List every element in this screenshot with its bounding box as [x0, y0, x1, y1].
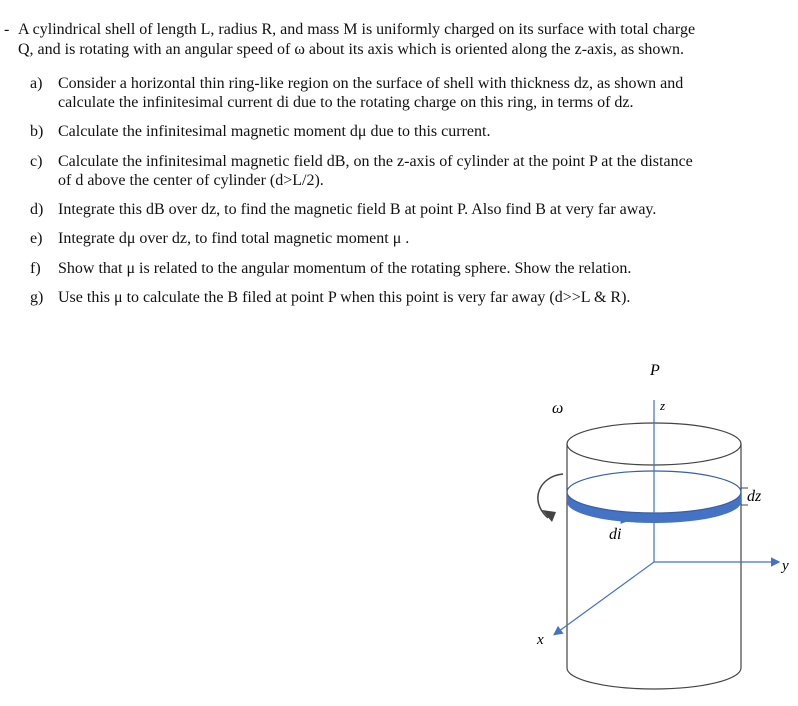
point-p-label: P: [650, 362, 660, 379]
dz-label: dz: [747, 488, 762, 505]
question-label: g): [30, 289, 44, 306]
question-label: b): [30, 123, 44, 140]
omega-label: ω: [552, 400, 564, 417]
intro-bullet: -: [4, 21, 10, 38]
y-axis-label: y: [782, 558, 789, 574]
question-label: d): [30, 201, 44, 218]
question-label: f): [30, 260, 41, 277]
x-axis-label: x: [537, 632, 544, 648]
question-text-line: Integrate this dB over dz, to find the magnetic field B at point P. Also find B at very far away.: [58, 201, 657, 218]
question-text-line: calculate the infinitesimal current di due to the rotating charge on this ring, in terms of dz.: [58, 94, 634, 111]
question-text-line: Calculate the infinitesimal magnetic field dB, on the z-axis of cylinder at the point P at the distance: [58, 153, 693, 170]
intro-line-1: A cylindrical shell of length L, radius R, and mass M is uniformly charged on its surface with total charge: [18, 21, 696, 38]
question-text-line: Calculate the infinitesimal magnetic moment dμ due to this current.: [58, 123, 491, 140]
question-text-line: Consider a horizontal thin ring-like region on the surface of shell with thickness dz, as shown and: [58, 75, 684, 92]
question-label: a): [30, 75, 43, 92]
question-label: c): [30, 153, 43, 170]
intro-line-2: Q, and is rotating with an angular speed of ω about its axis which is oriented along the z-axis, as shown.: [18, 41, 684, 58]
rotation-arrowhead-icon: [542, 510, 556, 522]
question-text-line: Show that μ is related to the angular momentum of the rotating sphere. Show the relation.: [58, 260, 632, 277]
question-text-line: Integrate dμ over dz, to find total magnetic moment μ .: [58, 230, 410, 247]
question-text-line: of d above the center of cylinder (d>L/2).: [58, 172, 324, 189]
di-label: di: [609, 526, 622, 543]
z-axis-label: z: [660, 398, 666, 413]
question-text-line: Use this μ to calculate the B filed at point P when this point is very far away (d>>L & R).: [58, 289, 631, 306]
question-label: e): [30, 230, 43, 247]
